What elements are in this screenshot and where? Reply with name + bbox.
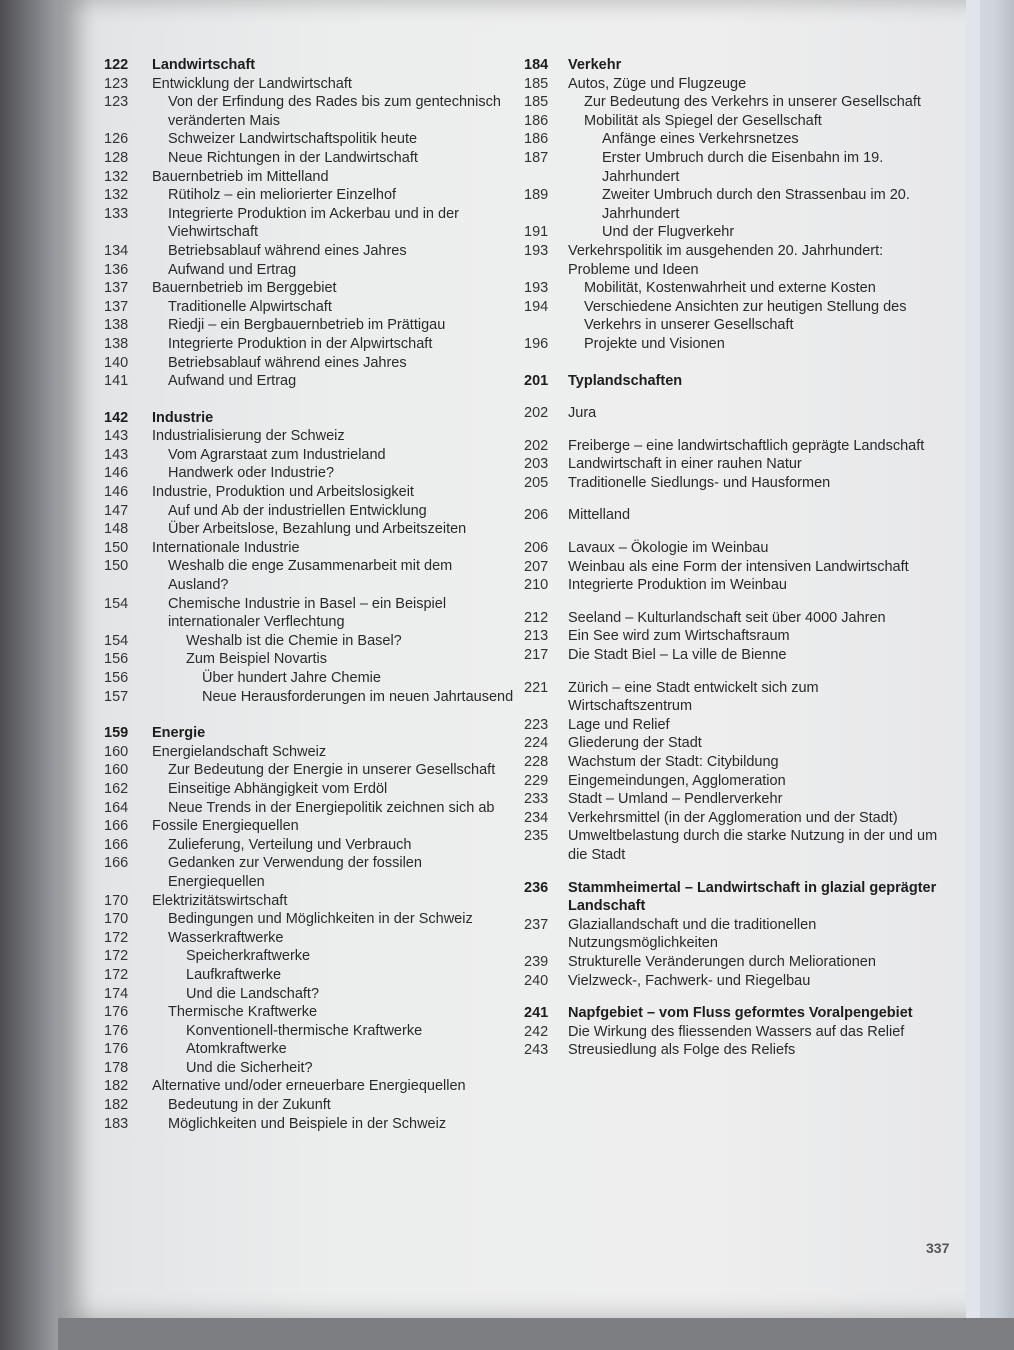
toc-page-number: 189 [524, 187, 549, 204]
toc-entry-title: Landwirtschaft in einer rauhen Natur [568, 456, 802, 473]
toc-entry-title: Und die Sicherheit? [186, 1059, 313, 1076]
toc-entry [104, 1096, 514, 1115]
toc-entry-title: Neue Trends in der Energiepolitik zeichnen sich ab [168, 799, 495, 816]
toc-entry [524, 627, 944, 646]
toc-entry-title: Fossile Energiequellen [152, 818, 299, 835]
toc-page-number: 132 [104, 187, 129, 204]
toc-entry-title: Und die Landschaft? [186, 985, 320, 1002]
book-gutter [0, 0, 62, 1350]
toc-page-number: 176 [104, 1041, 129, 1058]
toc-page-number: 146 [104, 465, 129, 482]
toc-entry-title: Integrierte Produktion in der Alpwirtschaft [168, 335, 433, 352]
toc-entry [524, 298, 944, 335]
toc-left-column [104, 56, 514, 1133]
toc-page-number: 217 [524, 647, 549, 664]
toc-entry [104, 799, 514, 818]
section-spacer [524, 525, 944, 539]
toc-section-heading [104, 409, 514, 428]
toc-entry [524, 753, 944, 772]
toc-entry-title: Aufwand und Ertrag [168, 373, 297, 390]
section-spacer [524, 390, 944, 404]
toc-entry [104, 761, 514, 780]
toc-entry-title: Bauernbetrieb im Mittelland [152, 168, 329, 185]
toc-entry-title: Aufwand und Ertrag [168, 261, 297, 278]
toc-page-number: 128 [104, 149, 129, 166]
toc-entry [524, 1023, 944, 1042]
toc-page-number: 136 [104, 261, 129, 278]
toc-page-number: 223 [524, 716, 549, 733]
toc-page-number: 194 [524, 298, 549, 315]
toc-page-number: 154 [104, 632, 129, 649]
toc-entry-title: Von der Erfindung des Rades bis zum gentechnisch veränderten Mais [168, 94, 501, 129]
toc-entry [524, 455, 944, 474]
toc-entry [104, 910, 514, 929]
toc-page-number: 182 [104, 1078, 129, 1095]
toc-page-number: 221 [524, 679, 549, 696]
toc-page-number: 147 [104, 502, 129, 519]
toc-entry [524, 130, 944, 149]
toc-entry-title: Mobilität als Spiegel der Gesellschaft [584, 112, 822, 129]
toc-page-number: 201 [524, 372, 549, 389]
toc-page-number: 170 [104, 911, 129, 928]
toc-entry-title: Projekte und Visionen [584, 335, 725, 352]
toc-entry [524, 474, 944, 493]
toc-page-number: 157 [104, 688, 129, 705]
toc-page-number: 210 [524, 577, 549, 594]
toc-entry [524, 186, 944, 223]
toc-entry-title: Typlandschaften [568, 372, 683, 389]
toc-entry [104, 1022, 514, 1041]
toc-page-number: 143 [104, 428, 129, 445]
toc-entry-title: Weshalb ist die Chemie in Basel? [186, 632, 402, 649]
toc-entry [104, 130, 514, 149]
toc-entry [524, 916, 944, 953]
toc-page-number: 212 [524, 609, 549, 626]
toc-page-number: 126 [104, 131, 129, 148]
toc-entry [524, 734, 944, 753]
toc-page-number: 243 [524, 1042, 549, 1059]
toc-page-number: 176 [104, 1004, 129, 1021]
toc-entry-title: Anfänge eines Verkehrsnetzes [602, 131, 799, 148]
toc-page-number: 138 [104, 335, 129, 352]
toc-page-number: 166 [104, 836, 129, 853]
toc-entry-title: Streusiedlung als Folge des Reliefs [568, 1042, 796, 1059]
toc-entry [524, 223, 944, 242]
toc-page-number: 123 [104, 94, 129, 111]
toc-entry [104, 1040, 514, 1059]
toc-entry [104, 372, 514, 391]
toc-entry [104, 557, 514, 594]
toc-entry-title: Traditionelle Alpwirtschaft [168, 298, 332, 315]
section-spacer [524, 595, 944, 609]
toc-entry-title: Bauernbetrieb im Berggebiet [152, 280, 337, 297]
toc-entry-title: Speicherkraftwerke [186, 948, 311, 965]
toc-page-number: 156 [104, 651, 129, 668]
toc-entry [104, 966, 514, 985]
toc-entry-title: Vielzweck-, Fachwerk- und Riegelbau [568, 972, 811, 989]
toc-entry [104, 242, 514, 261]
toc-entry [524, 404, 944, 423]
toc-entry-title: Verkehrsmittel (in der Agglomeration und der Stadt) [568, 809, 898, 826]
toc-page-number: 191 [524, 224, 549, 241]
toc-page-number: 182 [104, 1097, 129, 1114]
toc-entry-title: Vom Agrarstaat zum Industrieland [168, 446, 386, 463]
toc-entry-title: Stammheimertal – Landwirtschaft in glazial geprägter Landschaft [568, 879, 937, 915]
toc-entry [104, 1115, 514, 1134]
toc-entry-title: Gliederung der Stadt [568, 735, 702, 752]
toc-entry-title: Entwicklung der Landwirtschaft [152, 75, 352, 92]
toc-page-number: 160 [104, 762, 129, 779]
toc-entry-title: Weinbau als eine Form der intensiven Landwirtschaft [568, 558, 909, 575]
toc-entry-title: Umweltbelastung durch die starke Nutzung in der und um die Stadt [568, 828, 938, 863]
section-spacer [524, 492, 944, 506]
toc-right-column [524, 56, 944, 1060]
toc-page-number: 185 [524, 75, 549, 92]
toc-page-number: 137 [104, 298, 129, 315]
toc-page-number: 156 [104, 670, 129, 686]
toc-page-number: 184 [524, 57, 549, 73]
toc-page-number: 174 [104, 985, 129, 1002]
toc-entry [104, 75, 514, 94]
toc-page-number: 123 [104, 75, 129, 92]
toc-entry [104, 780, 514, 799]
toc-entry [104, 743, 514, 762]
toc-entry [524, 335, 944, 354]
toc-page-number: 159 [104, 725, 129, 742]
toc-entry-title: Erster Umbruch durch die Eisenbahn im 19. Jahrhundert [602, 149, 884, 185]
toc-entry [104, 464, 514, 483]
toc-entry [104, 186, 514, 205]
toc-entry-title: Alternative und/oder erneuerbare Energiequellen [152, 1078, 466, 1095]
toc-entry [104, 168, 514, 187]
toc-entry-title: Konventionell-thermische Kraftwerke [186, 1022, 423, 1039]
toc-entry [524, 576, 944, 595]
toc-entry-title: Seeland – Kulturlandschaft seit über 4000 Jahren [568, 609, 886, 626]
toc-entry [524, 539, 944, 558]
toc-entry [104, 836, 514, 855]
toc-section-heading [104, 56, 514, 75]
toc-entry-title: Verkehr [568, 57, 622, 73]
toc-entry [524, 506, 944, 525]
toc-entry-title: Internationale Industrie [152, 539, 300, 556]
toc-page-number: 133 [104, 205, 129, 222]
toc-entry-title: Freiberge – eine landwirtschaftlich geprägte Landschaft [568, 437, 925, 454]
toc-entry-title: Betriebsablauf während eines Jahres [168, 242, 407, 259]
page-bottom-edge [58, 1318, 1014, 1350]
toc-page-number: 132 [104, 168, 129, 185]
toc-page-number: 187 [524, 149, 549, 166]
toc-page-number: 142 [104, 409, 129, 426]
page-edge [966, 0, 1014, 1350]
toc-page-number: 234 [524, 809, 549, 826]
toc-page-number: 228 [524, 754, 549, 770]
toc-entry-title: Zulieferung, Verteilung und Verbrauch [168, 836, 412, 853]
toc-entry [104, 149, 514, 168]
toc-page-number: 242 [524, 1023, 549, 1040]
toc-page-number: 186 [524, 131, 549, 148]
toc-page-number: 207 [524, 558, 549, 575]
toc-entry-title: Traditionelle Siedlungs- und Hausformen [568, 474, 831, 491]
toc-entry-title: Lavaux – Ökologie im Weinbau [568, 540, 769, 557]
toc-entry [104, 892, 514, 911]
toc-entry [524, 93, 944, 112]
toc-entry [524, 953, 944, 972]
toc-entry [104, 688, 514, 707]
toc-page-number: 236 [524, 879, 549, 896]
toc-entry-title: Zur Bedeutung des Verkehrs in unserer Gesellschaft [584, 94, 921, 111]
section-spacer [524, 354, 944, 372]
toc-entry [104, 650, 514, 669]
toc-page-number: 186 [524, 112, 549, 129]
toc-entry [524, 772, 944, 791]
toc-entry [104, 817, 514, 836]
toc-entry-title: Mobilität, Kostenwahrheit und externe Kosten [584, 280, 876, 297]
toc-entry [104, 520, 514, 539]
toc-entry [104, 354, 514, 373]
toc-entry-title: Industrie, Produktion und Arbeitslosigkeit [152, 484, 414, 501]
toc-page-number: 172 [104, 929, 129, 946]
toc-entry [524, 149, 944, 186]
toc-entry-title: Integrierte Produktion im Ackerbau und in der Viehwirtschaft [168, 205, 459, 241]
toc-page-number: 241 [524, 1005, 549, 1022]
toc-entry [104, 502, 514, 521]
section-spacer [104, 391, 514, 409]
toc-page-number: 134 [104, 242, 129, 259]
toc-entry [104, 427, 514, 446]
toc-entry [104, 205, 514, 242]
toc-entry-title: Einseitige Abhängigkeit vom Erdöl [168, 780, 388, 797]
toc-entry-title: Napfgebiet – vom Fluss geformtes Voralpengebiet [568, 1005, 913, 1022]
toc-page-number: 237 [524, 916, 549, 933]
toc-entry-title: Möglichkeiten und Beispiele in der Schweiz [168, 1115, 447, 1132]
toc-entry [104, 632, 514, 651]
toc-page-number: 150 [104, 539, 129, 556]
toc-entry-title: Integrierte Produktion im Weinbau [568, 577, 787, 594]
toc-entry-title: Weshalb die enge Zusammenarbeit mit dem Ausland? [168, 558, 453, 594]
toc-entry [524, 646, 944, 665]
toc-page-number: 164 [104, 799, 129, 816]
toc-page-number: 206 [524, 540, 549, 557]
toc-page-number: 183 [104, 1115, 129, 1132]
toc-entry-title: Glaziallandschaft und die traditionellen Nutzungsmöglichkeiten [568, 916, 817, 952]
toc-entry [104, 316, 514, 335]
section-spacer [524, 865, 944, 879]
toc-entry [104, 595, 514, 632]
toc-entry [524, 1041, 944, 1060]
toc-section-heading [524, 56, 944, 75]
toc-page-number: 176 [104, 1022, 129, 1039]
toc-entry-title: Industrialisierung der Schweiz [152, 428, 345, 445]
toc-entry-title: Neue Richtungen in der Landwirtschaft [168, 149, 418, 166]
toc-entry-title: Wachstum der Stadt: Citybildung [568, 754, 779, 770]
toc-page-number: 202 [524, 405, 549, 422]
toc-entry [524, 827, 944, 864]
toc-entry-title: Landwirtschaft [152, 57, 256, 73]
toc-entry [524, 809, 944, 828]
toc-entry-title: Mittelland [568, 507, 631, 524]
section-spacer [104, 706, 514, 724]
toc-entry-title: Neue Herausforderungen im neuen Jahrtausend [202, 688, 514, 705]
toc-entry-title: Die Wirkung des fliessenden Wassers auf das Relief [568, 1023, 905, 1040]
toc-page-number: 172 [104, 948, 129, 965]
toc-entry [524, 609, 944, 628]
toc-entry-title: Jura [568, 405, 597, 422]
toc-entry-title: Industrie [152, 409, 214, 426]
toc-page-number: 233 [524, 791, 549, 808]
toc-page-number: 196 [524, 335, 549, 352]
toc-page-number: 170 [104, 892, 129, 909]
toc-entry [524, 558, 944, 577]
toc-entry [524, 716, 944, 735]
toc-entry-title: Stadt – Umland – Pendlerverkehr [568, 791, 783, 808]
toc-entry [104, 1003, 514, 1022]
toc-page-number: 166 [104, 818, 129, 835]
toc-page-number: 138 [104, 317, 129, 334]
toc-entry-title: Zweiter Umbruch durch den Strassenbau im 20. Jahrhundert [602, 187, 910, 222]
toc-entry [104, 947, 514, 966]
toc-entry [104, 261, 514, 280]
toc-page-number: 178 [104, 1059, 129, 1076]
toc-page-number: 213 [524, 628, 549, 645]
toc-entry [104, 1059, 514, 1078]
toc-page-number: 224 [524, 735, 549, 752]
toc-entry-title: Und der Flugverkehr [602, 224, 735, 241]
toc-entry [104, 93, 514, 130]
toc-entry-title: Über Arbeitslose, Bezahlung und Arbeitszeiten [168, 521, 467, 538]
toc-page-number: 185 [524, 94, 549, 111]
toc-entry [104, 854, 514, 891]
toc-page-number: 202 [524, 437, 549, 454]
toc-entry-title: Chemische Industrie in Basel – ein Beispiel internationaler Verflechtung [168, 595, 447, 631]
toc-section-heading [104, 724, 514, 743]
toc-entry [524, 242, 944, 279]
toc-page-number: 166 [104, 855, 129, 872]
toc-entry-title: Riedji – ein Bergbauernbetrieb im Prättigau [168, 317, 446, 334]
toc-page-number: 154 [104, 595, 129, 612]
section-spacer [524, 990, 944, 1004]
toc-section-heading [524, 879, 944, 916]
toc-entry-title: Zur Bedeutung der Energie in unserer Gesellschaft [168, 762, 496, 779]
toc-entry-title: Verschiedene Ansichten zur heutigen Stellung des Verkehrs in unserer Gesellschaft [584, 298, 907, 334]
toc-entry [104, 1077, 514, 1096]
toc-entry [104, 669, 514, 688]
toc-page-number: 137 [104, 280, 129, 297]
toc-section-heading [524, 1004, 944, 1023]
toc-entry [104, 446, 514, 465]
toc-entry-title: Zürich – eine Stadt entwickelt sich zum Wirtschaftszentrum [568, 679, 819, 715]
toc-page-number: 160 [104, 743, 129, 760]
toc-entry-title: Wasserkraftwerke [168, 929, 284, 946]
toc-entry [104, 985, 514, 1004]
toc-entry [104, 483, 514, 502]
toc-entry-title: Gedanken zur Verwendung der fossilen Energiequellen [168, 855, 422, 890]
toc-entry [104, 539, 514, 558]
toc-page-number: 203 [524, 456, 549, 473]
toc-entry-title: Eingemeindungen, Agglomeration [568, 772, 786, 789]
toc-entry-title: Rütiholz – ein meliorierter Einzelhof [168, 187, 397, 204]
toc-page-number: 162 [104, 780, 129, 797]
section-spacer [524, 665, 944, 679]
toc-page-number: 239 [524, 953, 549, 970]
toc-entry-title: Handwerk oder Industrie? [168, 465, 335, 482]
toc-entry [524, 75, 944, 94]
toc-entry-title: Energie [152, 725, 206, 742]
toc-page-number: 150 [104, 558, 129, 575]
toc-entry [524, 279, 944, 298]
toc-entry-title: Strukturelle Veränderungen durch Meliorationen [568, 953, 876, 970]
toc-page-number: 140 [104, 354, 129, 371]
toc-entry-title: Verkehrspolitik im ausgehenden 20. Jahrhundert: Probleme und Ideen [568, 242, 884, 278]
toc-entry-title: Atomkraftwerke [186, 1041, 287, 1058]
toc-entry [104, 298, 514, 317]
toc-entry-title: Bedeutung in der Zukunft [168, 1097, 331, 1114]
toc-page-number: 172 [104, 966, 129, 983]
toc-page-number: 193 [524, 280, 549, 297]
toc-entry [524, 679, 944, 716]
toc-entry-title: Betriebsablauf während eines Jahres [168, 354, 407, 371]
toc-entry [524, 790, 944, 809]
toc-entry-title: Thermische Kraftwerke [168, 1004, 318, 1021]
toc-entry-title: Auf und Ab der industriellen Entwicklung [168, 502, 427, 519]
page-number: 337 [926, 1240, 950, 1256]
toc-page-number: 193 [524, 242, 549, 259]
toc-entry [524, 112, 944, 131]
toc-page-number: 122 [104, 57, 129, 73]
toc-entry [524, 437, 944, 456]
toc-page-number: 206 [524, 507, 549, 524]
toc-entry-title: Energielandschaft Schweiz [152, 743, 327, 760]
toc-page-number: 146 [104, 484, 129, 501]
toc-entry [104, 279, 514, 298]
toc-page-number: 205 [524, 474, 549, 491]
toc-entry [104, 335, 514, 354]
toc-page-number: 148 [104, 521, 129, 538]
toc-entry-title: Autos, Züge und Flugzeuge [568, 75, 747, 92]
toc-entry-title: Die Stadt Biel – La ville de Bienne [568, 647, 787, 664]
toc-page-number: 143 [104, 446, 129, 463]
toc-entry-title: Zum Beispiel Novartis [186, 651, 328, 668]
toc-page-number: 235 [524, 828, 549, 845]
toc-page-number: 240 [524, 972, 549, 989]
toc-entry [524, 972, 944, 991]
toc-entry-title: Schweizer Landwirtschaftspolitik heute [168, 131, 418, 148]
toc-entry-title: Lage und Relief [568, 716, 670, 733]
section-spacer [524, 423, 944, 437]
toc-entry-title: Bedingungen und Möglichkeiten in der Schweiz [168, 911, 473, 928]
toc-page-number: 141 [104, 373, 129, 390]
toc-entry-title: Über hundert Jahre Chemie [202, 670, 381, 686]
toc-page-number: 229 [524, 772, 549, 789]
toc-section-heading [524, 372, 944, 391]
toc-entry-title: Laufkraftwerke [186, 966, 282, 983]
toc-entry [104, 929, 514, 948]
toc-entry-title: Elektrizitätswirtschaft [152, 892, 288, 909]
toc-entry-title: Ein See wird zum Wirtschaftsraum [568, 628, 790, 645]
